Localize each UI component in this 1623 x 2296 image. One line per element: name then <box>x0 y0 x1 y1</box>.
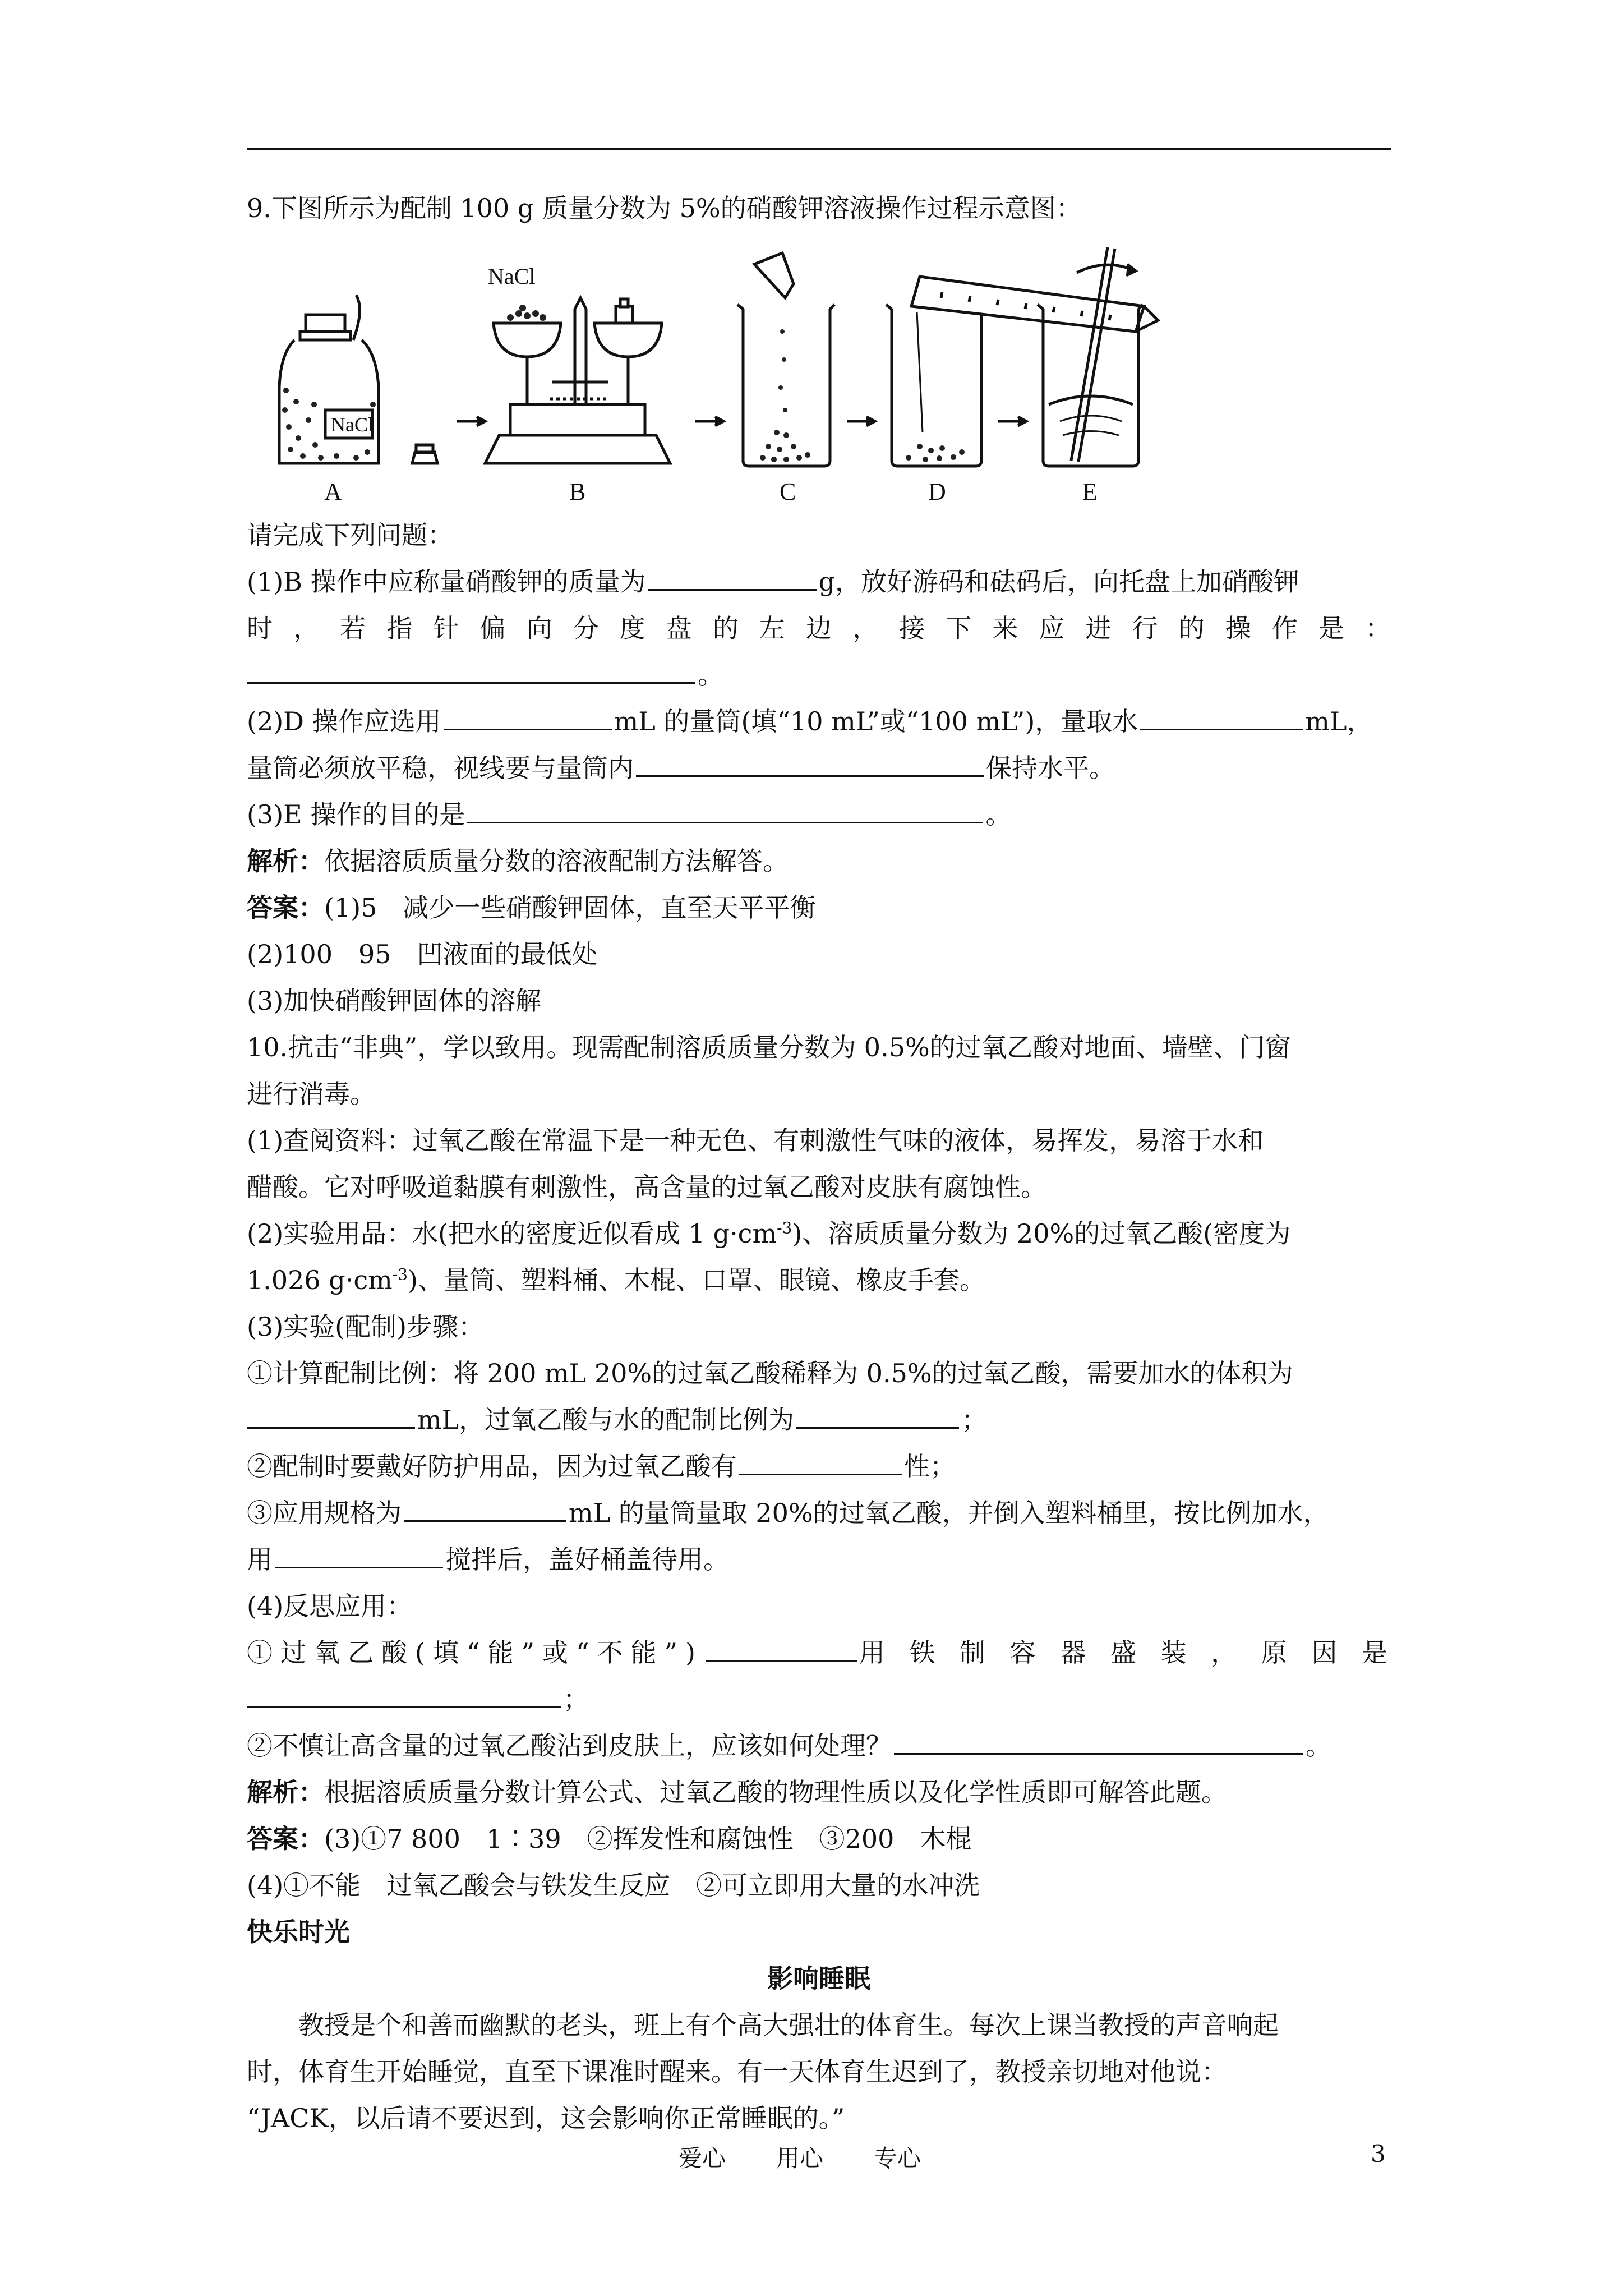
story-line1: 教授是个和善而幽默的老头，班上有个高大强壮的体育生。每次上课当教授的声音响起 <box>298 2010 1279 2040</box>
page-number: 3 <box>1371 2140 1386 2168</box>
answer-blank[interactable] <box>247 1402 415 1429</box>
q9-analysis: 解析：依据溶质质量分数的溶液配制方法解答。 <box>247 846 789 876</box>
story-title: 影响睡眠 <box>767 1963 870 1994</box>
stopper-icon <box>412 445 437 463</box>
q9-part1-line1: (1)B 操作中应称量硝酸钾的质量为 g，放好游码和砝码后，向托盘上加硝酸钾 <box>247 559 1391 605</box>
q9-part3: (3)E 操作的目的是 。 <box>247 792 1391 838</box>
q9-procedure-figure <box>247 242 1391 505</box>
balance-icon <box>485 298 670 463</box>
page-body <box>247 185 1391 2142</box>
q9-answer2: (2)100 95 凹液面的最低处 <box>247 939 598 969</box>
q9-part2-line1: (2)D 操作应选用 mL 的量筒(填“10 mL”或“100 mL”)，量取水 mL， <box>247 698 1391 745</box>
svg-text:C: C <box>780 478 796 505</box>
svg-text:D: D <box>928 478 946 505</box>
answer-blank[interactable] <box>247 657 695 684</box>
q9-title: 9.下图所示为配制 100 g 质量分数为 5%的硝酸钾溶液操作过程示意图： <box>247 193 1082 223</box>
reagent-bottle-icon <box>279 295 379 463</box>
q10-s1-line1: (1)查阅资料：过氧乙酸在常温下是一种无色、有刺激性气味的液体，易挥发，易溶于水和 <box>247 1125 1264 1156</box>
q9-answer1: 答案：(1)5 减少一些硝酸钾固体，直至天平平衡 <box>247 892 816 923</box>
q10-title-line1: 10.抗击“非典”，学以致用。现需配制溶质质量分数为 0.5%的过氧乙酸对地面、墙壁、门窗 <box>247 1032 1291 1062</box>
q10-s3-3-line1: ③应用规格为 mL 的量筒量取 20%的过氧乙酸，并倒入塑料桶里，按比例加水， <box>247 1490 1391 1536</box>
answer-blank[interactable] <box>467 797 983 823</box>
q10-s4: (4)反思应用： <box>247 1591 413 1621</box>
footer-motto: 爱心 用心 专心 <box>679 2145 921 2172</box>
q10-s4-1-line2: ； <box>247 1676 1391 1723</box>
q9-answer3: (3)加快硝酸钾固体的溶解 <box>247 986 542 1016</box>
glass-rod-icon <box>1071 247 1115 462</box>
answer-blank[interactable] <box>648 564 817 591</box>
q10-title-line2: 进行消毒。 <box>247 1079 376 1109</box>
answer-blank[interactable] <box>275 1542 443 1568</box>
story-line3: “JACK，以后请不要迟到，这会影响你正常睡眠的。” <box>247 2103 845 2133</box>
q10-analysis: 解析：根据溶质质量分数计算公式、过氧乙酸的物理性质以及化学性质即可解答此题。 <box>247 1777 1227 1807</box>
answer-blank[interactable] <box>636 751 984 777</box>
q10-s1-line2: 醋酸。它对呼吸道黏膜有刺激性，高含量的过氧乙酸对皮肤有腐蚀性。 <box>247 1172 1046 1202</box>
q9-part1-line3: 。 <box>247 652 1391 698</box>
svg-text:A: A <box>324 478 342 505</box>
q10-answer2: (4)①不能 过氧乙酸会与铁发生反应 ②可立即用大量的水冲洗 <box>247 1870 980 1901</box>
story-line2: 时，体育生开始睡觉，直至下课准时醒来。有一天体育生迟到了，教授亲切地对他说： <box>247 2056 1227 2087</box>
q9-part1-line2: 时，若指针偏向分度盘的左边，接下来应进行的操作是： <box>247 613 1391 643</box>
q10-s4-1-line1: ①过氧乙酸(填“能”或“不能”) 用铁制容器盛装，原因是 <box>247 1630 1391 1676</box>
answer-blank[interactable] <box>247 1682 561 1708</box>
q10-s3-3-line2: 用 搅拌后，盖好桶盖待用。 <box>247 1536 1391 1583</box>
q10-s2-line1: (2)实验用品：水(把水的密度近似看成 1 $g\cdot cm^{-3}$)、溶质质量分数为 20%的过氧乙酸(密度为 <box>247 1218 1291 1249</box>
answer-blank[interactable] <box>894 1728 1303 1755</box>
page-footer <box>0 2140 1623 2174</box>
q10-s4-2: ②不慎让高含量的过氧乙酸沾到皮肤上，应该如何处理？ 。 <box>247 1723 1391 1769</box>
q9-prompt: 请完成下列问题： <box>247 520 453 550</box>
header-rule <box>247 148 1391 150</box>
svg-text:B: B <box>569 478 586 505</box>
q9-part2-line2: 量筒必须放平稳，视线要与量筒内 保持水平。 <box>247 745 1391 792</box>
answer-blank[interactable] <box>739 1449 902 1475</box>
answer-blank[interactable] <box>404 1496 566 1522</box>
graduated-cylinder-icon <box>911 277 1158 432</box>
answer-blank[interactable] <box>1140 704 1303 730</box>
q10-s3-1-line2: mL，过氧乙酸与水的配制比例为 ； <box>247 1397 1391 1443</box>
svg-text:NaCl: NaCl <box>488 264 536 289</box>
svg-text:E: E <box>1082 478 1098 505</box>
answer-blank[interactable] <box>796 1402 959 1429</box>
q10-answer1: 答案：(3)①7 800 1∶39 ②挥发性和腐蚀性 ③200 木棍 <box>247 1824 972 1854</box>
q10-s3-2: ②配制时要戴好防护用品，因为过氧乙酸有 性； <box>247 1443 1391 1490</box>
beaker-d-icon <box>886 305 986 466</box>
svg-text:NaCl: NaCl <box>331 413 374 436</box>
answer-blank[interactable] <box>706 1635 857 1662</box>
q10-s3: (3)实验(配制)步骤： <box>247 1312 485 1342</box>
answer-blank[interactable] <box>444 704 612 730</box>
q10-s2-line2: 1.026 $g\cdot cm^{-3}$)、量筒、塑料桶、木棍、口罩、眼镜、橡皮手套。 <box>247 1265 985 1295</box>
q10-s3-1-line1: ①计算配制比例：将 200 mL 20%的过氧乙酸稀释为 0.5%的过氧乙酸，需要加水的体积为 <box>247 1358 1293 1388</box>
happy-section-heading: 快乐时光 <box>247 1917 350 1947</box>
